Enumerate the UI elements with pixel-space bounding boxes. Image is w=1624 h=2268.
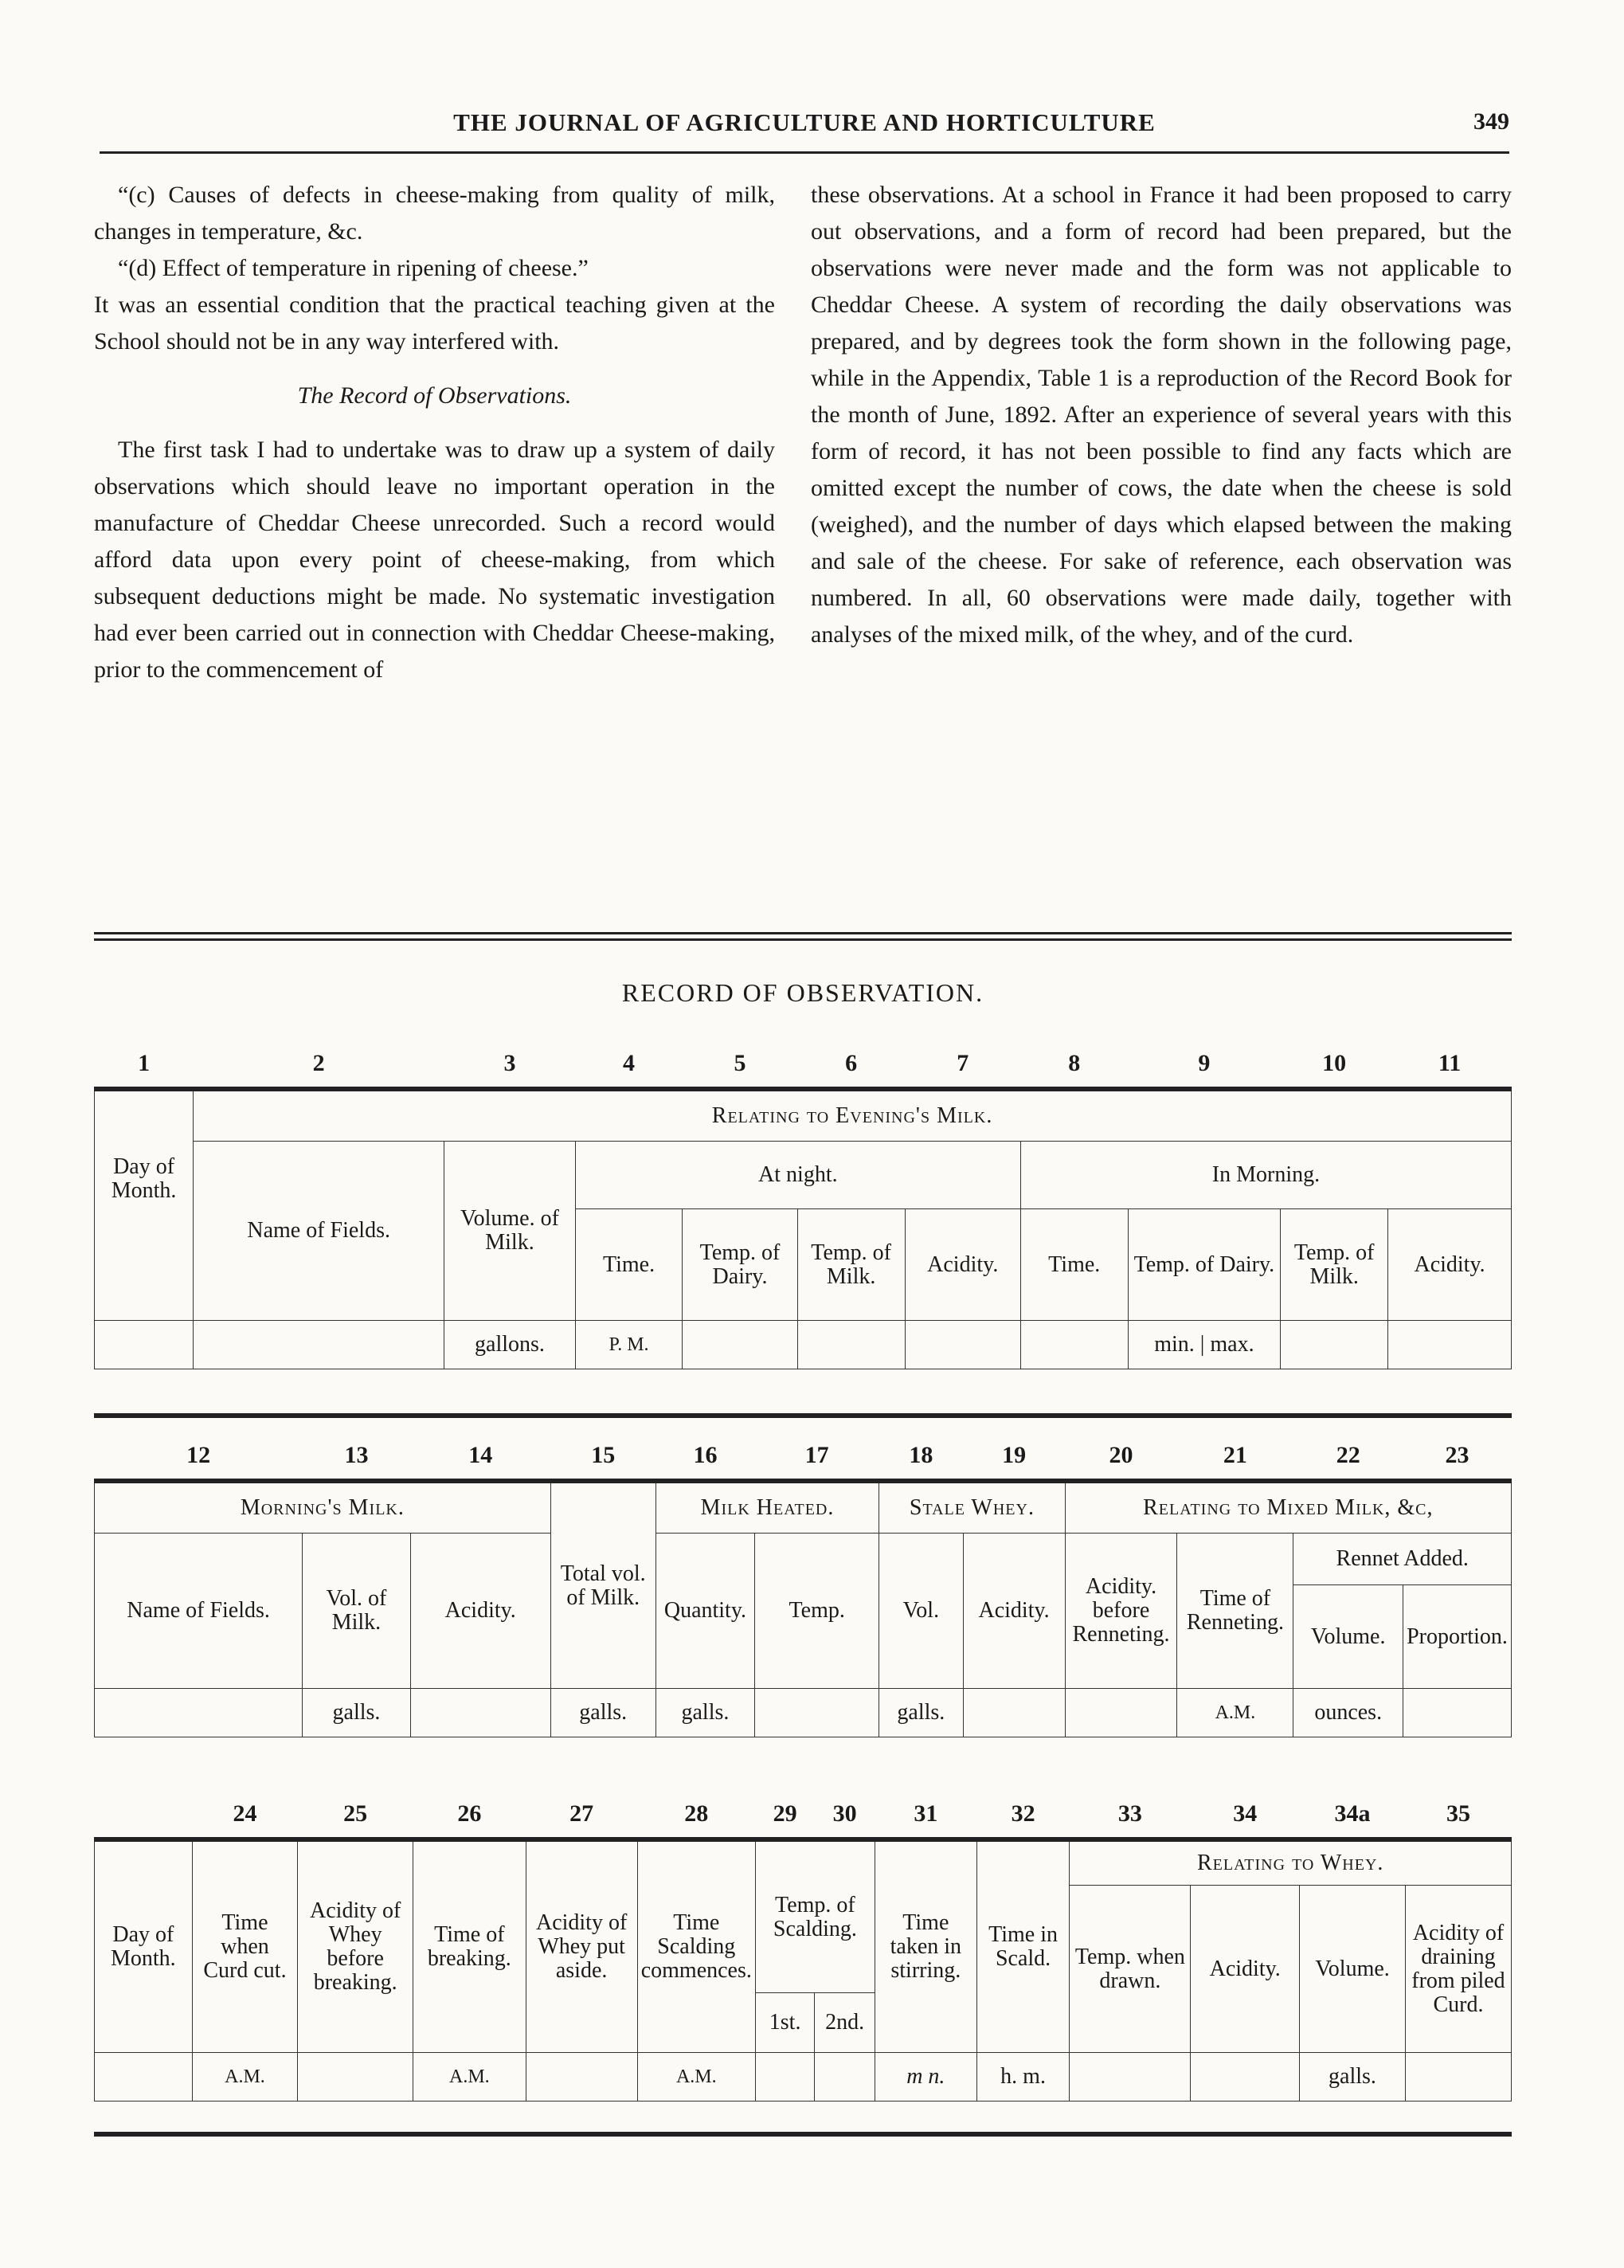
unit-hm: h. m. xyxy=(976,2053,1070,2102)
column-number: 4 xyxy=(623,1050,636,1076)
record-table-curd xyxy=(94,1778,1512,2102)
left-column xyxy=(94,177,775,688)
column-number: 12 xyxy=(186,1442,211,1468)
column-number: 34a xyxy=(1334,1800,1371,1827)
record-heading: RECORD OF OBSERVATION. xyxy=(621,978,984,1007)
page-number: 349 xyxy=(1473,108,1509,135)
group-header-heated: Milk Heated. xyxy=(655,1481,879,1534)
acidity-header: Acidity. xyxy=(963,1534,1065,1689)
time-header: Time. xyxy=(1020,1209,1128,1321)
unit-galls: galls. xyxy=(879,1689,963,1737)
column-number: 9 xyxy=(1198,1050,1211,1076)
right-column xyxy=(811,177,1512,653)
proportion-header: Proportion. xyxy=(1403,1585,1511,1689)
vol-header: Vol. xyxy=(879,1534,963,1689)
column-number: 31 xyxy=(914,1800,938,1827)
column-number: 27 xyxy=(569,1800,594,1827)
unit-cell xyxy=(1065,1689,1177,1737)
column-number: 34 xyxy=(1233,1800,1258,1827)
column-number: 15 xyxy=(591,1442,616,1468)
column-numbers xyxy=(95,1778,1512,1839)
header-rule xyxy=(100,151,1509,154)
unit-cell xyxy=(194,1321,444,1369)
column-number: 35 xyxy=(1446,1800,1470,1827)
unit-cell xyxy=(1020,1321,1128,1369)
time-header: Time. xyxy=(575,1209,683,1321)
time-curd-cut-header: Time when Curd cut. xyxy=(192,1839,298,2053)
record-table-evening xyxy=(94,1028,1512,1369)
in-morning-header: In Morning. xyxy=(1020,1142,1511,1209)
acidity-header: Acidity. xyxy=(905,1209,1020,1321)
acidity-header: Acidity. xyxy=(1388,1209,1512,1321)
column-number: 5 xyxy=(734,1050,746,1076)
divider-rule xyxy=(94,932,1512,934)
record-table-morning xyxy=(94,1420,1512,1737)
unit-cell xyxy=(1070,2053,1191,2102)
unit-galls: galls. xyxy=(1300,2053,1406,2102)
paragraph: It was an essential condition that the practical teaching given at the School should not be in any way interfered with. xyxy=(94,292,775,354)
column-number: 14 xyxy=(468,1442,493,1468)
first-header: 1st. xyxy=(755,1993,814,2053)
paragraph: The first task I had to undertake was to draw up a system of daily observations which should leave no important operation in the manufacture of Cheddar Cheese unrecorded. Such a record would afford data upon every point of cheese-making, from which subsequent deductions might be made. No systematic investigation had ever been carried out in connection with Cheddar Cheese-making, prior to the commencement of xyxy=(94,437,775,683)
rennet-added-header: Rennet Added. xyxy=(1293,1534,1512,1585)
time-stirring-header: Time taken in stirring. xyxy=(875,1839,976,2053)
temp-dairy-header: Temp. of Dairy. xyxy=(683,1209,797,1321)
column-number: 33 xyxy=(1117,1800,1142,1827)
column-number: 3 xyxy=(503,1050,516,1076)
at-night-header: At night. xyxy=(575,1142,1020,1209)
column-number: 23 xyxy=(1445,1442,1469,1468)
section-subheading: The Record of Observations. xyxy=(297,382,572,409)
vol-of-milk-header: Vol. of Milk. xyxy=(303,1534,411,1689)
unit-cell xyxy=(1403,1689,1511,1737)
page-header xyxy=(100,102,1509,142)
table-rule xyxy=(94,2132,1512,2137)
column-numbers xyxy=(95,1420,1512,1481)
column-number: 11 xyxy=(1438,1050,1462,1076)
group-header-evening: Relating to Evening's Milk. xyxy=(194,1089,1512,1142)
column-number: 32 xyxy=(1011,1800,1035,1827)
name-of-fields-header: Name of Fields. xyxy=(194,1142,444,1321)
column-number: 30 xyxy=(832,1800,857,1827)
column-number: 16 xyxy=(693,1442,718,1468)
unit-cell xyxy=(1405,2053,1511,2102)
name-of-fields-header: Name of Fields. xyxy=(95,1534,303,1689)
unit-mn: m n. xyxy=(875,2053,976,2102)
temp-milk-header: Temp. of Milk. xyxy=(1281,1209,1388,1321)
column-number: 13 xyxy=(344,1442,369,1468)
unit-ounces: ounces. xyxy=(1293,1689,1403,1737)
column-number: 20 xyxy=(1109,1442,1133,1468)
unit-galls: galls. xyxy=(303,1689,411,1737)
acidity-before-renneting-header: Acidity. before Renneting. xyxy=(1065,1534,1177,1689)
volume-header: Volume. xyxy=(1300,1886,1406,2053)
quantity-header: Quantity. xyxy=(655,1534,754,1689)
column-number: 1 xyxy=(138,1050,151,1076)
paragraph: “(c) Causes of defects in cheese-making from quality of milk, changes in temperature, &c. xyxy=(94,182,775,245)
unit-min: min. xyxy=(1154,1332,1195,1357)
column-number: 17 xyxy=(804,1442,829,1468)
time-of-breaking-header: Time of breaking. xyxy=(413,1839,526,2053)
unit-cell xyxy=(905,1321,1020,1369)
unit-cell xyxy=(1281,1321,1388,1369)
group-header-stale: Stale Whey. xyxy=(879,1481,1065,1534)
column-number: 19 xyxy=(1002,1442,1027,1468)
unit-cell xyxy=(963,1689,1065,1737)
column-number: 29 xyxy=(773,1800,797,1827)
acidity-whey-aside-header: Acidity of Whey put aside. xyxy=(526,1839,637,2053)
column-number: 25 xyxy=(343,1800,368,1827)
group-header-whey: Relating to Whey. xyxy=(1070,1839,1512,1886)
unit-am: A.M. xyxy=(1177,1689,1293,1737)
paragraph: “(d) Effect of temperature in ripening of cheese.” xyxy=(118,255,589,281)
temp-header: Temp. xyxy=(755,1534,879,1689)
column-number: 7 xyxy=(957,1050,969,1076)
paragraph: these observations. At a school in France it had been proposed to carry out observations, and a form of record had been prepared, but the observations were never made and the form was not applicable to Cheddar Cheese. A system of recording the daily observations was prepared, and by degrees took the form shown in the following page, while in the Appendix, Table 1 is a reproduction of the Record Book for the month of June, 1892. After an experience of several years with this form of record, it has not been possible to find any facts which are omitted except the number of cows, the date when the cheese is sold (weighed), and the number of days which elapsed between the making and sale of the cheese. For sake of reference, each observation was numbered. In all, 60 observations were made daily, together with analyses of the mixed milk, of the whey, and of the curd. xyxy=(811,182,1512,648)
running-title: THE JOURNAL OF AGRICULTURE AND HORTICULTURE xyxy=(453,108,1156,136)
unit-galls: galls. xyxy=(655,1689,754,1737)
unit-am: A.M. xyxy=(637,2053,755,2102)
acidity-whey-breaking-header: Acidity of Whey before breaking. xyxy=(298,1839,413,2053)
unit-max: max. xyxy=(1210,1332,1254,1357)
time-of-renneting-header: Time of Renneting. xyxy=(1177,1534,1293,1689)
unit-am: A.M. xyxy=(192,2053,298,2102)
unit-cell xyxy=(1191,2053,1300,2102)
unit-gallons: gallons. xyxy=(444,1321,576,1369)
column-number: 22 xyxy=(1336,1442,1360,1468)
second-header: 2nd. xyxy=(815,1993,875,2053)
unit-cell xyxy=(95,2053,193,2102)
unit-cell xyxy=(95,1321,194,1369)
day-of-month-header: Day of Month. xyxy=(95,1089,194,1321)
unit-min-max: min. | max. xyxy=(1128,1321,1281,1369)
unit-pm: P. M. xyxy=(575,1321,683,1369)
day-of-month-header: Day of Month. xyxy=(95,1839,193,2053)
unit-cell xyxy=(410,1689,550,1737)
column-number: 8 xyxy=(1068,1050,1081,1076)
table-rule xyxy=(94,1413,1512,1418)
time-scalding-header: Time Scalding commences. xyxy=(637,1839,755,2053)
acidity-header: Acidity. xyxy=(410,1534,550,1689)
column-number xyxy=(95,1778,193,1839)
unit-cell xyxy=(815,2053,875,2102)
temp-milk-header: Temp. of Milk. xyxy=(797,1209,905,1321)
unit-cell xyxy=(797,1321,905,1369)
column-number: 18 xyxy=(909,1442,933,1468)
column-number: 28 xyxy=(684,1800,709,1827)
temp-dairy-header: Temp. of Dairy. xyxy=(1128,1209,1281,1321)
volume-header: Volume. xyxy=(1293,1585,1403,1689)
column-number: 2 xyxy=(312,1050,325,1076)
acidity-draining-header: Acidity of draining from piled Curd. xyxy=(1405,1886,1511,2053)
acidity-header: Acidity. xyxy=(1191,1886,1300,2053)
column-numbers xyxy=(95,1028,1512,1089)
unit-cell xyxy=(683,1321,797,1369)
column-number: 24 xyxy=(233,1800,257,1827)
total-vol-header: Total vol. of Milk. xyxy=(550,1481,655,1689)
group-header-mixed: Relating to Mixed Milk, &c, xyxy=(1065,1481,1511,1534)
column-number: 10 xyxy=(1322,1050,1347,1076)
unit-cell xyxy=(526,2053,637,2102)
group-header-morning: Morning's Milk. xyxy=(95,1481,551,1534)
unit-galls: galls. xyxy=(550,1689,655,1737)
unit-cell xyxy=(755,2053,814,2102)
unit-am: A.M. xyxy=(413,2053,526,2102)
unit-cell xyxy=(298,2053,413,2102)
temp-scalding-header: Temp. of Scalding. xyxy=(755,1839,875,1993)
unit-cell xyxy=(755,1689,879,1737)
divider-rule xyxy=(94,938,1512,941)
unit-cell xyxy=(95,1689,303,1737)
temp-when-drawn-header: Temp. when drawn. xyxy=(1070,1886,1191,2053)
time-in-scald-header: Time in Scald. xyxy=(976,1839,1070,2053)
column-number: 6 xyxy=(845,1050,858,1076)
column-number: 21 xyxy=(1223,1442,1247,1468)
volume-of-milk-header: Volume. of Milk. xyxy=(444,1142,576,1321)
column-number: 26 xyxy=(457,1800,482,1827)
unit-cell xyxy=(1388,1321,1512,1369)
